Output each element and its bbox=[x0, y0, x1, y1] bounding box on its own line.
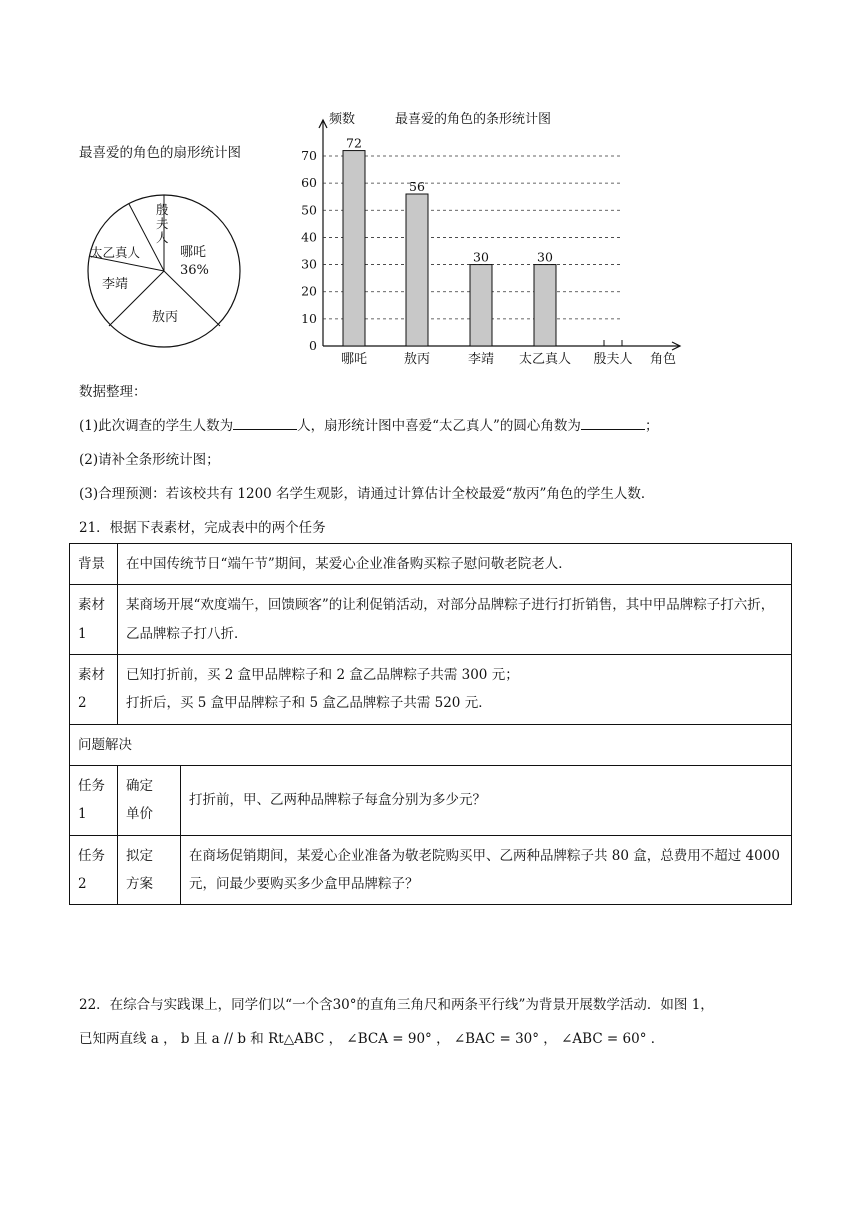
cell-material-1-text: 某商场开展“欢度端午，回馈顾客”的让利促销活动，对部分品牌粽子进行打折销售，其中甲品牌粽子打六折，乙品牌粽子打八折． bbox=[118, 585, 792, 655]
table-row-material-2 bbox=[70, 655, 792, 725]
cell-solve-heading: 问题解决 bbox=[70, 724, 792, 765]
cell-material-2-text bbox=[118, 655, 792, 725]
y-tick-label: 40 bbox=[301, 229, 317, 245]
bar-3 bbox=[534, 265, 556, 346]
bar-chart bbox=[295, 100, 695, 375]
question-1-part-b: 人，扇形统计图中喜爱“太乙真人”的圆心角数为 bbox=[297, 418, 581, 434]
data-heading: 数据整理： bbox=[79, 384, 147, 400]
pie-label-aobing: 敖丙 bbox=[152, 310, 179, 325]
bar-0 bbox=[343, 151, 365, 346]
x-axis-label: 角色 bbox=[650, 352, 677, 367]
cell-material-1-label: 素材 1 bbox=[70, 585, 118, 655]
materials-table bbox=[69, 543, 792, 905]
data-label: 30 bbox=[537, 249, 553, 265]
y-tick-label: 70 bbox=[301, 148, 317, 163]
question-3: (3)合理预测：若该校共有 1200 名学生观影，请通过计算估计全校最爱“敖丙”角色的学生人数． bbox=[79, 486, 655, 502]
answer-blank-2[interactable] bbox=[581, 416, 645, 430]
cell-material-2-label: 素材 2 bbox=[70, 655, 118, 725]
cell-task-1-sub: 确定 单价 bbox=[118, 766, 181, 836]
y-tick-label: 50 bbox=[301, 202, 317, 218]
y-tick-label: 10 bbox=[301, 310, 317, 326]
chart-title: 最喜爱的角色的条形统计图 bbox=[395, 112, 552, 127]
question-2: (2)请补全条形统计图； bbox=[79, 452, 220, 468]
x-tick-label: 太乙真人 bbox=[518, 352, 572, 367]
data-label: 56 bbox=[409, 179, 425, 194]
pie-label-yinfuren-char: 殷 bbox=[156, 202, 169, 217]
y-axis-label: 频数 bbox=[329, 112, 356, 127]
pie-label-lijing: 李靖 bbox=[102, 277, 129, 292]
cell-task-1-text: 打折前，甲、乙两种品牌粽子每盒分别为多少元？ bbox=[181, 766, 792, 836]
data-label: 72 bbox=[346, 135, 362, 151]
table-row-solve bbox=[70, 724, 792, 765]
pie-chart bbox=[84, 190, 254, 360]
data-label: 30 bbox=[473, 249, 489, 265]
pie-label-yinfuren bbox=[156, 202, 169, 245]
x-tick-label: 哪吒 bbox=[340, 352, 368, 367]
pie-label-yinfuren-char: 夫 bbox=[156, 216, 169, 231]
question-21-intro: 21．根据下表素材，完成表中的两个任务 bbox=[79, 520, 326, 536]
table-row-background bbox=[70, 544, 792, 585]
pie-label-nezha-percent: 36% bbox=[180, 263, 209, 278]
table-row-material-1 bbox=[70, 585, 792, 655]
table-row-task-2 bbox=[70, 835, 792, 905]
pie-label-yinfuren-char: 人 bbox=[156, 230, 169, 245]
cell-task-2-label: 任务 2 bbox=[70, 835, 118, 905]
pie-label-taiyizhenren: 太乙真人 bbox=[90, 245, 141, 260]
x-tick-label: 敖丙 bbox=[403, 352, 431, 367]
y-tick-label: 0 bbox=[309, 338, 317, 353]
material-2-line-1: 已知打折前，买 2 盒甲品牌粽子和 2 盒乙品牌粽子共需 300 元； bbox=[126, 667, 519, 684]
question-22-line-1: 22．在综合与实践课上，同学们以“一个含30°的直角三角尺和两条平行线”为背景开展数学活动．如图 1， bbox=[79, 997, 714, 1013]
bar-1 bbox=[406, 194, 428, 346]
table-row-task-1 bbox=[70, 766, 792, 836]
cell-background-text: 在中国传统节日“端午节”期间，某爱心企业准备购买粽子慰问敬老院老人． bbox=[118, 544, 792, 585]
question-22-line-2: 已知两直线 a ， b 且 a // b 和 Rt△ABC ， ∠BCA = 90° ， ∠BAC = 30° ， ∠ABC = 60° ． bbox=[79, 1031, 665, 1047]
y-tick-label: 60 bbox=[301, 175, 317, 191]
x-tick-label: 李靖 bbox=[467, 352, 495, 367]
y-tick-label: 20 bbox=[301, 283, 317, 299]
x-tick-label: 殷夫人 bbox=[593, 352, 633, 367]
bar-2 bbox=[470, 265, 492, 346]
pie-chart-title: 最喜爱的角色的扇形统计图 bbox=[79, 145, 241, 161]
cell-task-2-text: 在商场促销期间，某爱心企业准备为敬老院购买甲、乙两种品牌粽子共 80 盒，总费用不超过 4000 元，问最少要购买多少盒甲品牌粽子？ bbox=[181, 835, 792, 905]
y-tick-label: 30 bbox=[301, 256, 317, 272]
cell-background-label: 背景 bbox=[70, 544, 118, 585]
question-1-part-a: (1)此次调查的学生人数为 bbox=[79, 418, 234, 434]
question-1-part-c: ； bbox=[644, 418, 659, 434]
material-2-line-2: 打折后，买 5 盒甲品牌粽子和 5 盒乙品牌粽子共需 520 元． bbox=[126, 695, 492, 712]
pie-label-nezha: 哪吒 bbox=[180, 245, 207, 260]
cell-task-2-sub: 拟定 方案 bbox=[118, 835, 181, 905]
cell-task-1-label: 任务 1 bbox=[70, 766, 118, 836]
question-1 bbox=[79, 416, 658, 436]
answer-blank-1[interactable] bbox=[233, 416, 297, 430]
